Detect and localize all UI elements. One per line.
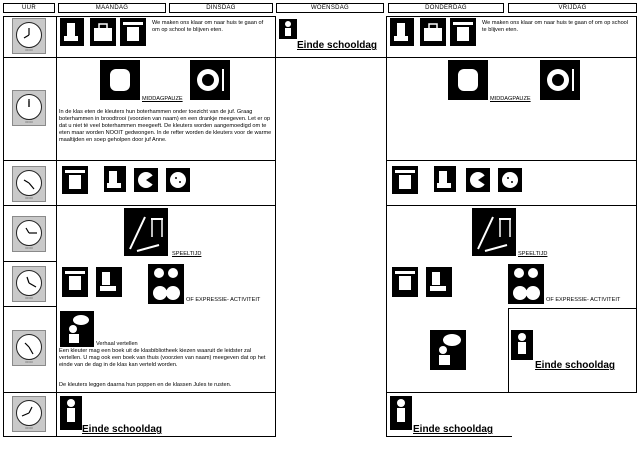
header-donderdag: DONDERDAG [388,3,504,13]
verhaal-text: Een kleuter mag een boek uit de klasbibliotheek kiezen waaruit de leidster zal vertellen. U mag ook een boek van thuis (voorzien van naam) meegeven dat op het einde van de dag in de klas kan verteld worden. [59,348,266,368]
header-maandag: MAANDAG [58,3,166,13]
speeltijd-label: SPEELTIJD [172,251,202,257]
goodbye-person-icon [511,330,533,360]
hand-washing-icon [434,166,456,192]
verhaal-label: Verhaal vertellen [96,341,138,347]
header-dinsdag: DINSDAG [169,3,273,13]
toilet-icon [60,18,84,46]
middagpauze-label: MIDDAGPAUZE [142,96,183,102]
children-playing-icon [148,264,184,304]
einde-schooldag-vrijdag: Einde schooldag [535,360,616,371]
header-vrijdag: VRIJDAG [508,3,637,13]
storyteller-icon [60,311,94,347]
morning-text: We maken ons klaar om naar huis te gaan of om op school te blijven eten. [152,20,264,33]
clock-icon: 00:00 [12,18,46,54]
coat-rack-icon [392,267,418,297]
schoolbag-icon [420,18,446,46]
clock-icon: 00:00 [12,216,46,252]
playground-icon [124,208,168,256]
rest-text: De kleuters leggen daarna hun poppen en de klassen Jules te rusten. [59,382,232,388]
hand-washing-icon [104,166,126,192]
goodbye-person-icon [60,396,82,430]
playground-icon [472,208,516,256]
header-woensdag: WOENSDAG [276,3,384,13]
goodbye-person-icon [279,19,297,39]
expressie-label: OF EXPRESSIE- ACTIVITEIT [546,297,621,303]
middagpauze-label: MIDDAGPAUZE [490,96,531,102]
expressie-label: OF EXPRESSIE- ACTIVITEIT [186,297,261,303]
coat-rack-icon [120,18,146,46]
schoolbag-icon [90,18,116,46]
morning-text: We maken ons klaar om naar huis te gaan of om op school te blijven eten. [482,20,629,33]
clock-icon: 00:00 [12,166,46,202]
clock-icon: 00:00 [12,396,46,432]
coat-rack-icon [392,166,418,194]
einde-schooldag-donderdag: Einde schooldag [413,424,494,435]
hand-washing-icon [96,267,122,297]
clock-icon: 00:00 [12,266,46,302]
toilet-icon [390,18,414,46]
plate-icon [190,60,230,100]
goodbye-person-icon [390,396,412,430]
cookie-icon [166,168,190,192]
header-uur: UUR [3,3,55,13]
coat-rack-icon [450,18,476,46]
eating-icon [134,168,158,192]
coat-rack-icon [62,166,88,194]
clock-icon: 00:00 [12,90,46,126]
clock-icon: 00:00 [12,330,46,366]
eating-icon [466,168,490,192]
hand-washing-icon [426,267,452,297]
bread-icon [100,60,140,100]
coat-rack-icon [62,267,88,297]
cookie-icon [498,168,522,192]
einde-schooldag-maandag: Einde schooldag [82,424,163,435]
bread-icon [448,60,488,100]
einde-schooldag-dinsdag: Einde schooldag [297,40,378,51]
speeltijd-label: SPEELTIJD [518,251,548,257]
children-playing-icon [508,264,544,304]
lunch-text: In de klas eten de kleuters hun boterhammen onder toezicht van de juf. Graag boterhammen in broodtrooi (voorzien van naam) en een drankje meegeven. Let er op dat u niet té veel boterhammen meegeeft. De kleuters worden aangemoedigd om te eten maar worden NOOIT gedwongen. In de refter worden de kleuters voor de warme maaltijden en soep geholpen door juf Anne. [59,109,272,143]
storyteller-icon [430,330,466,370]
plate-icon [540,60,580,100]
